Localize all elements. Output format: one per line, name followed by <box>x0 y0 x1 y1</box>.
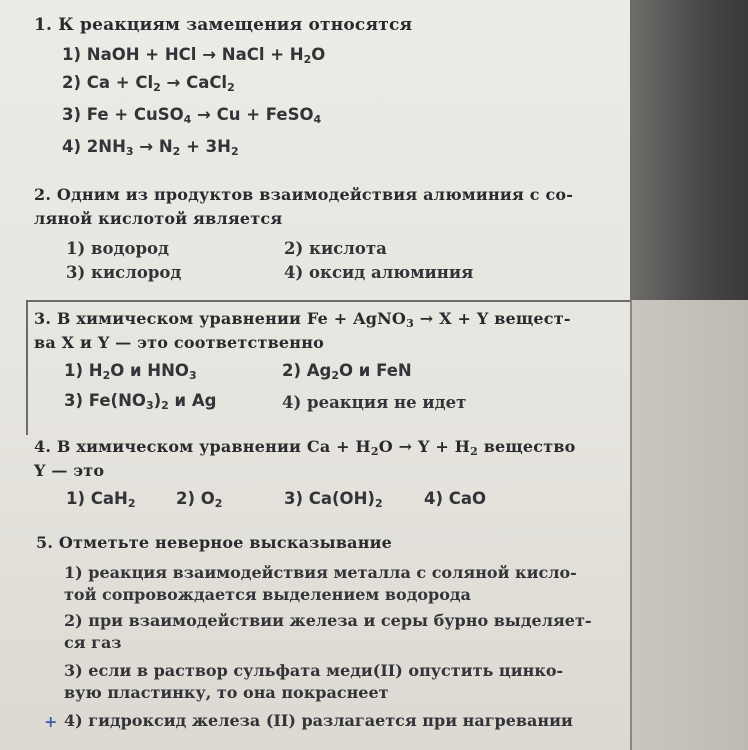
frame-line-right-top <box>630 0 632 300</box>
q4-title-line1: 4. В химическом уравнении $Ca + H_2O \to Y + H_2$ вещество <box>34 437 576 458</box>
q5-line-1: 1) реакция взаимодействия металла с соляной кисло- <box>64 563 577 582</box>
q4-option-3: 3) $Ca(OH)_2$ <box>284 489 383 510</box>
q3-option-4: 4) реакция не идет <box>282 393 467 412</box>
q1-option-1: 1) NaOH + HCl → NaCl + $H_2O$ <box>62 45 326 66</box>
q5-title: 5. Отметьте неверное высказывание <box>36 533 393 552</box>
q2-option-4: 4) оксид алюминия <box>284 263 474 282</box>
frame-line-right-bottom <box>630 300 632 750</box>
q1-option-4: 4) $2NH_3 \to N_2 + 3H_2$ <box>62 137 239 158</box>
q3-option-1: 1) $H_2O$ и $HNO_3$ <box>64 361 197 382</box>
light-background-strip <box>632 300 748 750</box>
q4-option-1: 1) CaH$_2$ <box>66 489 136 510</box>
q4-title-line2: Y — это <box>34 461 105 480</box>
q2-title-line2: ляной кислотой является <box>34 209 283 228</box>
q5-line-4: ся газ <box>64 633 122 652</box>
q4-option-2: 2) $O_2$ <box>176 489 223 510</box>
q4-option-4: 4) CaO <box>424 489 487 508</box>
q1-option-3: 3) Fe + CuSO$_4$ → Cu + FeSO$_4$ <box>62 105 322 126</box>
q2-option-3: 3) кислород <box>66 263 182 282</box>
q1-title: 1. К реакциям замещения относятся <box>34 15 413 35</box>
q3-option-3: 3) $Fe(NO_3)_2$ и Ag <box>64 391 217 412</box>
q5-line-7: 4) гидроксид железа (II) разлагается при нагревании <box>64 711 573 730</box>
q5-line-6: вую пластинку, то она покраснеет <box>64 683 389 702</box>
q5-line-3: 2) при взаимодействии железа и серы бурно выделяет- <box>64 611 592 630</box>
q3-title-line1: 3. В химическом уравнении Fe + AgNO$_3$ → X + Y вещест- <box>34 309 571 330</box>
q3-option-2: 2) $Ag_2O$ и FeN <box>282 361 412 382</box>
q2-option-1: 1) водород <box>66 239 170 258</box>
pen-tick-mark: + <box>44 712 58 731</box>
q5-line-5: 3) если в раствор сульфата меди(II) опустить цинко- <box>64 661 564 680</box>
dark-background-strip <box>630 0 748 300</box>
q3-title-line2: ва X и Y — это соответственно <box>34 333 324 352</box>
q2-option-2: 2) кислота <box>284 239 387 258</box>
q2-title-line1: 2. Одним из продуктов взаимодействия алюминия с со- <box>34 185 574 204</box>
frame-line-left-q3 <box>26 300 28 435</box>
q5-line-2: той сопровождается выделением водорода <box>64 585 471 604</box>
q1-option-2: 2) $Ca + Cl_2$ → CaCl$_2$ <box>62 73 235 94</box>
frame-line-top-q3 <box>26 300 632 302</box>
